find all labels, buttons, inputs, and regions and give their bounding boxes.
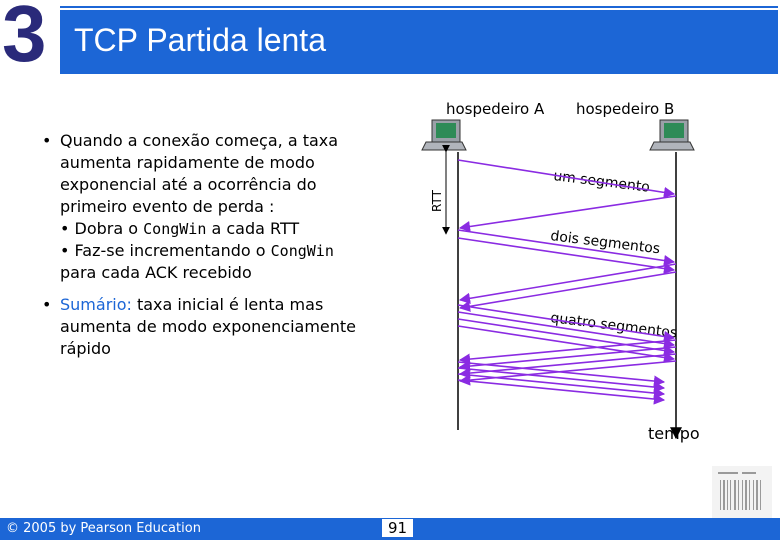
- chapter-number: 3: [2, 0, 47, 78]
- ack-arrow: [460, 196, 676, 228]
- rtt-label: RTT: [430, 190, 444, 212]
- bullet-text-line: exponencial até a ocorrência do: [60, 175, 317, 194]
- bullet-dot-icon: •: [60, 241, 75, 260]
- congwin-code: CongWin: [143, 220, 207, 238]
- segment-arrow: [458, 374, 664, 394]
- sub-bullet-text-line: para cada ACK recebido: [60, 263, 252, 282]
- bullet-text-line: Quando a conexão começa, a taxa: [60, 131, 339, 150]
- bullet-text-line: primeiro evento de perda :: [60, 197, 275, 216]
- bullet-text-line: aumenta rapidamente de modo: [60, 153, 315, 172]
- page-number: 91: [382, 519, 413, 537]
- host-b-computer-icon: [650, 120, 694, 150]
- segment-label-four: quatro segmentos: [549, 310, 679, 342]
- bullet-dot-icon: •: [60, 219, 75, 238]
- summary-title: Sumário:: [60, 295, 132, 314]
- next-round-segments: [458, 362, 664, 400]
- sub-bullet-text: Faz-se incrementando o: [74, 241, 271, 260]
- segment-label-two: dois segmentos: [549, 228, 661, 258]
- ack-arrow: [460, 272, 676, 308]
- segment-arrow: [458, 380, 664, 400]
- slide-title: TCP Partida lenta: [74, 22, 326, 58]
- time-label: tempo: [648, 424, 700, 443]
- segment-arrow: [458, 160, 674, 194]
- summary-text-line: aumenta de modo exponenciamente: [60, 317, 357, 336]
- host-a-computer-icon: [422, 120, 466, 150]
- bullet-dot-icon: •: [42, 295, 52, 314]
- bullet-dot-icon: •: [42, 131, 52, 150]
- summary-text-line: rápido: [60, 339, 111, 358]
- congwin-code: CongWin: [270, 242, 334, 260]
- segment-label-one: um segmento: [552, 168, 651, 196]
- host-b-label: hospedeiro B: [576, 100, 675, 118]
- footer-copyright: © 2005 by Pearson Education: [6, 521, 201, 536]
- ack-arrow: [460, 264, 676, 300]
- watermark-thumbnail: [712, 466, 772, 518]
- sub-bullet-text: a cada RTT: [206, 219, 300, 238]
- summary-text: taxa inicial é lenta mas: [131, 295, 324, 314]
- host-a-label: hospedeiro A: [446, 100, 545, 118]
- sub-bullet-text: Dobra o: [74, 219, 144, 238]
- ack-arrows: [460, 196, 676, 381]
